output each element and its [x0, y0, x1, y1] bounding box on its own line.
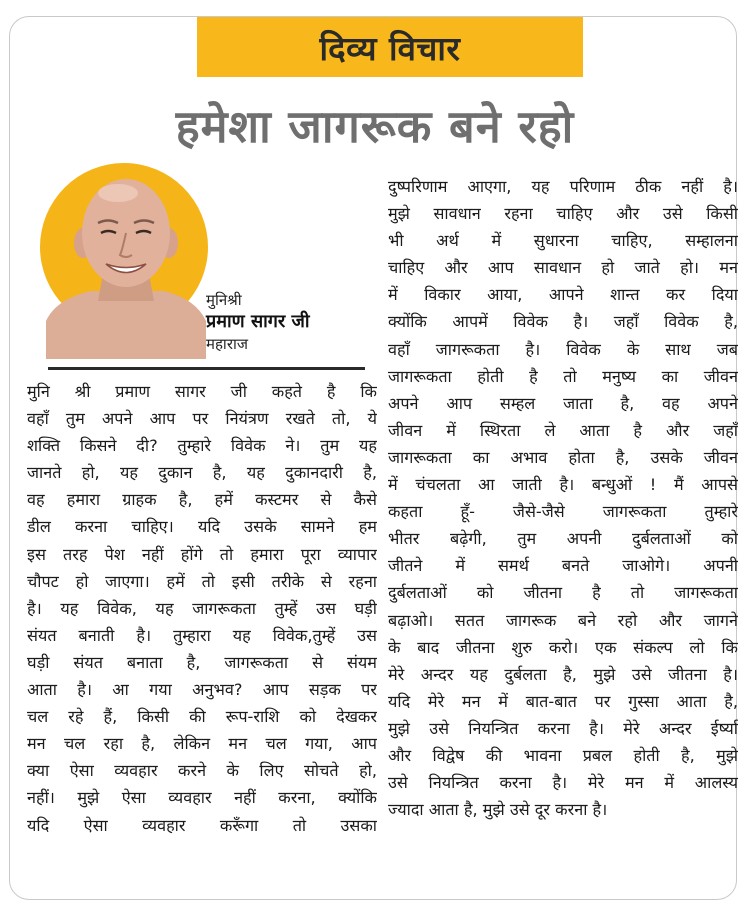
- text-line: चौपट हो जाएगा। हमें तो इसी तरीके से रहना: [27, 571, 377, 591]
- text-line: यदि ऐसा व्यवहार करूँगा तो उसका: [27, 815, 377, 835]
- text-line: आता है। आ गया अनुभव? आप सड़क पर: [27, 680, 377, 700]
- text-line: भी अर्थ में सुधारना चाहिए, सम्हालना: [388, 231, 738, 251]
- text-line: अपने आप सम्हल जाता है, वह अपने: [388, 393, 738, 413]
- text-line: चाहिए और आप सावधान हो जाते हो। मन: [388, 258, 738, 278]
- author-name: प्रमाण सागर जी: [206, 311, 310, 332]
- text-line: जागरूकता का अभाव होता है, उसके जीवन: [388, 447, 738, 467]
- author-portrait: [40, 163, 208, 359]
- text-line: ज्यादा आता है, मुझे उसे दूर करना है।: [388, 800, 608, 820]
- text-line: डील करना चाहिए। यदि उसके सामने हम: [27, 517, 377, 537]
- text-line: जीवन में स्थिरता ले आता है और जहाँ: [388, 420, 738, 440]
- section-banner: [197, 17, 583, 77]
- text-line: मन चल रहा है, लेकिन मन चल गया, आप: [27, 734, 377, 754]
- text-line: जानते हो, यह दुकान है, यह दुकानदारी है,: [27, 463, 377, 483]
- text-line: भीतर बढ़ेगी, तुम अपनी दुर्बलताओं को: [388, 529, 738, 549]
- text-line: में चंचलता आ जाती है। बन्धुओं ! मैं आपसे: [388, 475, 738, 495]
- text-line: है। यह विवेक, यह जागरूकता तुम्हें उस घड़ी: [27, 598, 377, 618]
- byline-divider: [48, 367, 365, 370]
- text-line: दुर्बलताओं को जीतना है तो जागरूकता: [388, 583, 738, 603]
- text-line: मेरे अन्दर यह दुर्बलता है, मुझे उसे जीतना है।: [388, 664, 738, 684]
- text-line: वहाँ जागरूकता है। विवेक के साथ जब: [388, 339, 738, 359]
- section-label: दिव्य विचार: [319, 28, 461, 68]
- text-line: वह हमारा ग्राहक है, हमें कस्टमर से कैसे: [27, 490, 377, 510]
- author-photo: [46, 171, 206, 359]
- text-line: इस तरह पेश नहीं होंगे तो हमारा पूरा व्यापार: [27, 544, 377, 564]
- text-line: क्योंकि आपमें विवेक है। जहाँ विवेक है,: [388, 312, 738, 332]
- text-line: कहता हूँ- जैसे-जैसे जागरूकता तुम्हारे: [388, 502, 738, 522]
- text-line: वहॉं तुम अपने आप पर नियंत्रण रखते तो, ये: [27, 409, 377, 429]
- text-line: चल रहे हैं, किसी की रूप-राशि को देखकर: [27, 707, 377, 727]
- text-line: उसे नियन्त्रित करना है। मेरे मन में आलस्य: [388, 773, 738, 793]
- text-line: दुष्परिणाम आएगा, यह परिणाम ठीक नहीं है।: [388, 177, 738, 196]
- text-line: मुझे उसे नियन्त्रित करना है। मेरे अन्दर ईर्ष्या: [388, 718, 738, 738]
- byline-suffix: महाराज: [206, 335, 248, 353]
- text-line: यदि मेरे मन में बात-बात पर गुस्सा आता है,: [388, 691, 738, 711]
- author-byline: [206, 289, 310, 355]
- byline-prefix: मुनिश्री: [206, 291, 242, 309]
- text-line: शक्ति किसने दी? तुम्हारे विवेक ने। तुम यह: [27, 436, 377, 456]
- text-line: संयत बनाती है। तुम्हारा यह विवेक,तुम्हें उस: [27, 625, 377, 645]
- text-line: बढ़ाओ। सतत जागरूक बने रहो और जागने: [388, 610, 738, 630]
- text-line: घड़ी संयत बनाता है, जागरूकता से संयम: [27, 652, 377, 672]
- text-line: के बाद जीतना शुरु करो। एक संकल्प लो कि: [388, 637, 738, 657]
- article-column-right: [388, 173, 738, 823]
- text-line: में विकार आया, आपने शान्त कर दिया: [388, 285, 738, 305]
- article-headline: हमेशा जागरूक बने रहो: [175, 100, 575, 153]
- text-line: और विद्वेष की भावना प्रबल होती है, मुझे: [388, 745, 738, 765]
- article-column-left: [27, 378, 377, 839]
- text-line: जागरूकता होती है तो मनुष्य का जीवन: [388, 366, 738, 386]
- text-line: मुनि श्री प्रमाण सागर जी कहते है कि: [27, 382, 377, 401]
- text-line: जीतने में समर्थ बनते जाओगे। अपनी: [388, 556, 738, 576]
- text-line: क्या ऐसा व्यवहार करने के लिए सोचते हो,: [27, 761, 377, 781]
- text-line: नहीं। मुझे ऐसा व्यवहार नहीं करना, क्योंकि: [27, 788, 377, 808]
- text-line: मुझे सावधान रहना चाहिए और उसे किसी: [388, 204, 738, 224]
